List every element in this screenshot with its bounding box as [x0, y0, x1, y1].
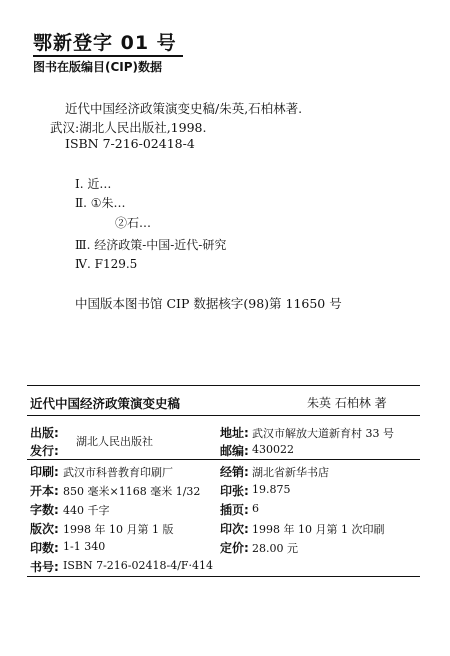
cip-publisher-line: 武汉:湖北人民出版社,1998. — [50, 120, 207, 135]
price-label: 定价: — [220, 541, 249, 555]
registration-number: 鄂新登字 01 号 — [33, 32, 177, 54]
cip-approval-note: 中国版本图书馆 CIP 数据核字(98)第 11650 号 — [75, 296, 342, 311]
cip-isbn-line: ISBN 7-216-02418-4 — [65, 136, 195, 151]
plates-value: 6 — [252, 502, 259, 515]
cip-heading: 图书在版编目(CIP)数据 — [33, 60, 163, 74]
colophon-rule-2 — [27, 459, 420, 460]
index-entry-4: Ⅳ. F129.5 — [75, 257, 138, 271]
postcode-value: 430022 — [252, 443, 294, 456]
publisher-label: 出版: — [30, 426, 59, 440]
printing-label: 印次: — [220, 522, 249, 536]
edition-value: 1998 年 10 月第 1 版 — [63, 523, 174, 536]
postcode-label: 邮编: — [220, 444, 249, 458]
colophon-bottom-rule — [27, 576, 420, 577]
index-entry-2b: ②石… — [115, 216, 152, 230]
colophon-rule-1 — [27, 415, 420, 416]
copies-value: 1-1 340 — [63, 540, 106, 553]
sheets-label: 印张: — [220, 484, 249, 498]
price-value: 28.00 元 — [252, 542, 298, 555]
address-value: 武汉市解放大道新育村 33 号 — [252, 427, 394, 440]
distributor-value: 湖北省新华书店 — [252, 466, 329, 479]
title-underline — [33, 55, 183, 57]
plates-label: 插页: — [220, 503, 249, 517]
wordcount-value: 440 千字 — [63, 504, 110, 517]
publisher-value: 湖北人民出版社 — [76, 435, 153, 448]
printer-value: 武汉市科普教育印刷厂 — [63, 466, 173, 479]
sheets-value: 19.875 — [252, 483, 291, 496]
cip-title-line: 近代中国经济政策演变史稿/朱英,石柏林著. — [65, 101, 303, 116]
copies-label: 印数: — [30, 541, 59, 555]
index-entry-2: Ⅱ. ①朱… — [75, 196, 126, 210]
colophon-top-rule — [27, 385, 420, 386]
distributor-label: 经销: — [220, 465, 249, 479]
address-label: 地址: — [220, 426, 249, 440]
isbn-label: 书号: — [30, 560, 59, 574]
wordcount-label: 字数: — [30, 503, 59, 517]
index-entry-3: Ⅲ. 经济政策-中国-近代-研究 — [75, 238, 227, 252]
format-value: 850 毫米×1168 毫米 1/32 — [63, 485, 201, 498]
index-entry-1: Ⅰ. 近… — [75, 177, 112, 191]
colophon-book-title: 近代中国经济政策演变史稿 — [30, 396, 181, 411]
printing-value: 1998 年 10 月第 1 次印刷 — [252, 523, 385, 536]
colophon-authors: 朱英 石柏林 著 — [307, 396, 387, 410]
issuer-label: 发行: — [30, 444, 59, 458]
isbn-value: ISBN 7-216-02418-4/F·414 — [63, 559, 214, 572]
format-label: 开本: — [30, 484, 59, 498]
printer-label: 印刷: — [30, 465, 59, 479]
edition-label: 版次: — [30, 522, 59, 536]
